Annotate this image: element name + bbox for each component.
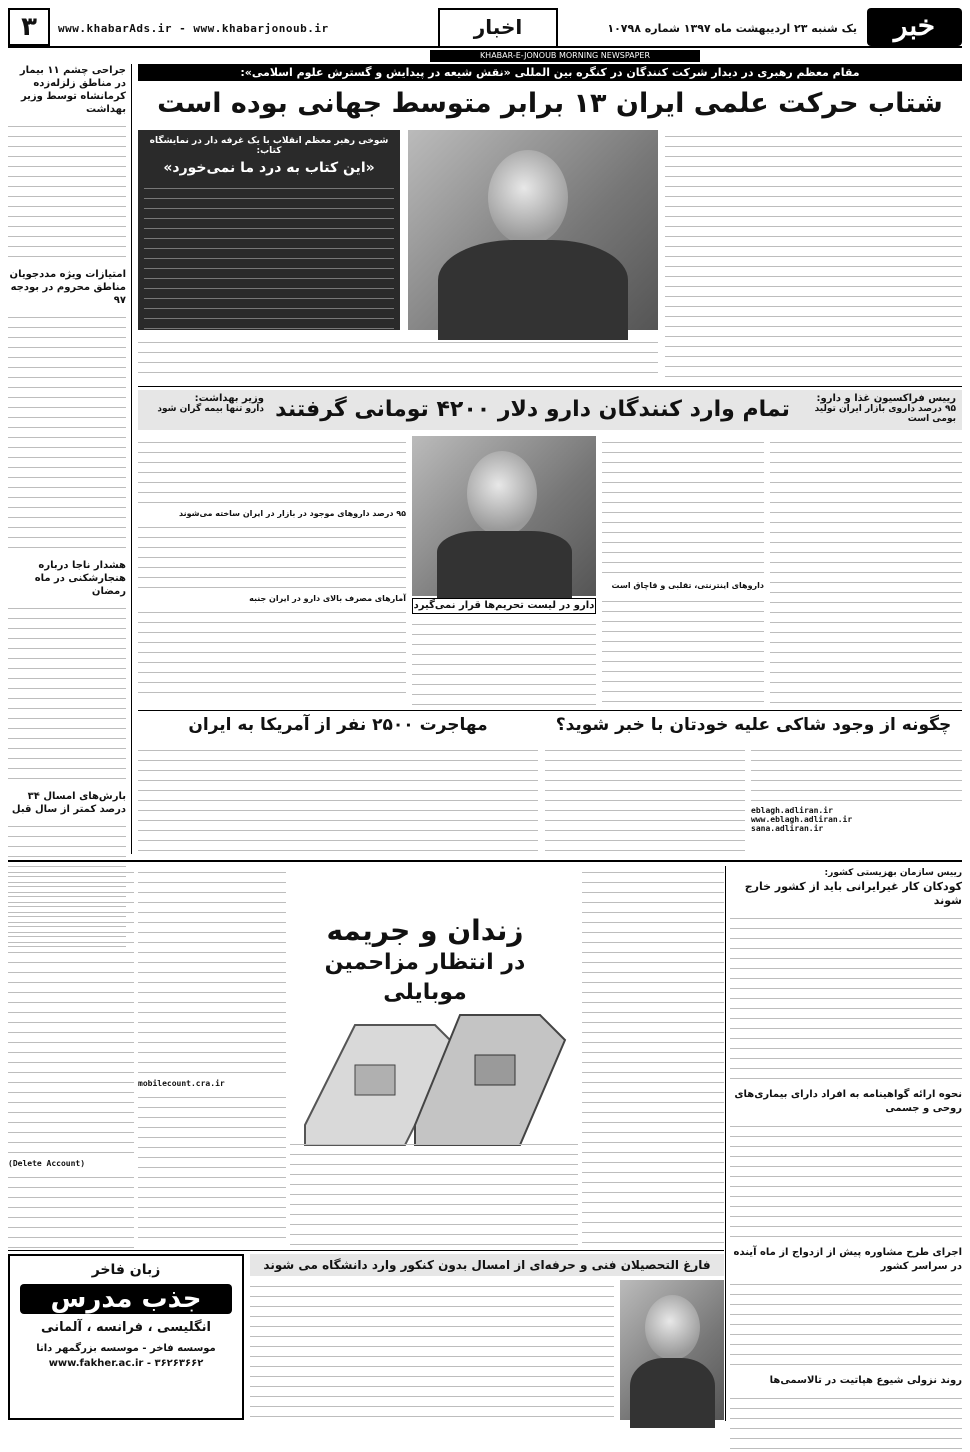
left-headline-2: امتیازات ویژه مددجویان مناطق محروم در بودجه ۹۷ (9, 269, 126, 306)
drugs-text-e (138, 606, 406, 696)
leader-face (488, 150, 568, 245)
mp-face (467, 451, 537, 536)
sim-body-left (138, 866, 286, 1246)
sim-text-c (138, 1091, 286, 1241)
complaints-links (751, 806, 962, 833)
drugs-body-mid (412, 618, 596, 706)
mp-caption: دارو در لیست تحریم‌ها قرار نمی‌گیرد (413, 600, 595, 611)
drugs-body-right-2 (602, 436, 764, 706)
complaints-body (545, 744, 962, 854)
leader-robe (438, 240, 628, 340)
drugs-kicker-sub: ۹۵ درصد داروی بازار ایران تولید بومی است (814, 404, 956, 424)
left-article-3-body (8, 602, 126, 782)
sim-cards-illustration (295, 985, 585, 1135)
health-headline-4: روند نزولی شیوع هپاتیت در تالاسمی‌ها (769, 1375, 962, 1386)
book-fair-sidebar (138, 130, 400, 330)
official-photo (620, 1280, 724, 1420)
ad-languages: انگلیسی ، فرانسه ، آلمانی (41, 1320, 211, 1335)
column-divider (725, 866, 726, 1421)
page-divider (8, 860, 962, 862)
drugs-text-c (138, 436, 406, 506)
konkur-body (250, 1280, 614, 1420)
row-divider (138, 710, 962, 711)
lead-kicker-wrap (138, 64, 962, 84)
sim-body-far-left (8, 866, 134, 1246)
left-headline-1: جراحی چشم ۱۱ بیمار در مناطق زلزله‌زده کرمانشاه توسط وزیر بهداشت (19, 65, 126, 115)
english-name: KHABAR-E-JONOUB MORNING NEWSPAPER (430, 50, 700, 62)
ad-top-line: زبان فاخر (91, 1262, 161, 1278)
konkur-headline-bar (250, 1254, 724, 1276)
logo-subtext: جنوب (941, 47, 958, 56)
complaints-text-b (751, 744, 962, 804)
drugs-headline: تمام وارد کنندگان دارو دلار ۴۲۰۰ تومانی گرفتند (275, 397, 790, 422)
sim-chip-1 (355, 1065, 395, 1095)
sidebar-body (144, 182, 394, 332)
drugs-subhead-2: ۹۵ درصد داروهای موجود در بازار در ایران ساخته می‌شوند (178, 509, 406, 518)
drugs-body-left (138, 436, 406, 706)
column-divider (131, 64, 132, 854)
lead-body-right (665, 130, 962, 380)
newspaper-logo (867, 8, 962, 56)
leader-photo (408, 130, 658, 330)
row-divider (138, 386, 962, 387)
ad-title-box (20, 1284, 232, 1314)
migration-headline-wrap (138, 714, 538, 742)
sim-text-a (582, 866, 724, 1246)
sidebar-quote: «این کتاب به درد ما نمی‌خورد» (163, 160, 375, 176)
health-kicker: رییس سازمان بهزیستی کشور: (824, 868, 962, 878)
mobilecount-link[interactable]: mobilecount.cra.ir (138, 1079, 225, 1088)
konkur-headline: فارغ التحصیلان فنی و حرفه‌ای از امسال بدون کنکور وارد دانشگاه می شوند (263, 1258, 711, 1272)
complaints-text-a (545, 744, 745, 854)
health-article-2-body (730, 1120, 962, 1240)
left-headline-3: هشدار ناجا درباره هنجارشکنی در ماه رمضان (34, 560, 126, 597)
health-headline-3: اجرای طرح مشاوره پیش از ازدواج از ماه آینده در سراسر کشور (733, 1247, 962, 1272)
minister-kicker: وزیر بهداشت: (194, 393, 264, 404)
lead-body-bottom (138, 336, 658, 380)
drugs-kicker: رییس فراکسیون غذا و دارو: (816, 393, 956, 404)
mp-caption-box (412, 598, 596, 614)
sim-headline-wrap (290, 914, 560, 1005)
lead-headline-wrap (138, 88, 962, 124)
left-headline-4: بارش‌های امسال ۳۴ درصد کمتر از سال قبل (11, 791, 126, 815)
drugs-headline-bar (138, 390, 962, 430)
issue-date: یک شنبه ۲۳ اردیبهشت ماه ۱۳۹۷ شماره ۱۰۷۹۸ (607, 22, 857, 35)
language-school-ad[interactable] (8, 1254, 244, 1420)
sim-text-b (138, 866, 286, 1076)
health-headline-2: نحوه ارائه گواهینامه به افراد دارای بیماری‌های روحی و جسمی (734, 1089, 962, 1114)
eblagh-link[interactable]: eblagh.adliran.ir (751, 806, 833, 815)
complaints-headline-wrap (545, 714, 962, 742)
mp-photo (412, 436, 596, 596)
drugs-kicker-box (806, 393, 956, 424)
lead-headline: شتاب حرکت علمی ایران ۱۳ برابر متوسط جهانی بوده است (157, 88, 943, 119)
sim-text-e (8, 1171, 134, 1251)
complaints-headline: چگونه از وجود شاکی علیه خودتان با خبر شوید؟ (555, 715, 952, 735)
sim-chip-2 (475, 1055, 515, 1085)
official-suit (630, 1358, 715, 1428)
sim-body-bottom (290, 1138, 578, 1246)
row-divider (8, 1250, 724, 1251)
health-article-4-body (730, 1392, 962, 1452)
eblagh-www-link[interactable]: www.eblagh.adliran.ir (751, 815, 853, 824)
health-column (730, 866, 962, 1421)
health-headline-1: کودکان کار غیرایرانی باید از کشور خارج شوند (744, 880, 962, 907)
logo-text: خبر (893, 9, 936, 42)
sim-body-right (582, 866, 724, 1246)
left-article-1-body (8, 120, 126, 260)
drugs-body-right-1 (770, 436, 962, 706)
drugs-text-a (602, 436, 764, 576)
delete-account-text: (Delete Account) (8, 1159, 86, 1168)
sim-text-d (8, 866, 134, 1156)
left-article-2-body (8, 311, 126, 551)
left-news-column (8, 64, 126, 854)
mp-suit (437, 531, 572, 601)
drugs-subhead-1: داروهای اینترنتی، تقلبی و قاچاق است (611, 581, 764, 590)
ad-title: جذب مدرس (50, 1284, 202, 1314)
migration-headline: مهاجرت ۲۵۰۰ نفر از آمریکا به ایران (188, 715, 488, 735)
site-urls[interactable]: www.khabarAds.ir - www.khabarjonoub.ir (58, 22, 329, 35)
ad-website[interactable]: www.fakher.ac.ir - ۳۶۲۶۳۶۶۲ (48, 1358, 204, 1369)
lead-kicker: مقام معظم رهبری در دیدار شرکت کنندگان در کنگره بین المللی «نقش شیعه در پیدایش و گسترش علوم اسلامی»: (138, 64, 962, 81)
migration-body (138, 744, 538, 854)
sidebar-kicker: شوخی رهبر معظم انقلاب با یک غرفه دار در نمایشگاه کتاب: (149, 136, 389, 156)
ad-institute: موسسه فاخر - موسسه بزرگمهر دانا (36, 1343, 216, 1354)
drugs-subhead-3: آمارهای مصرف بالای دارو در ایران جنبه (249, 594, 406, 603)
health-article-3-body (730, 1278, 962, 1368)
minister-sub: دارو تنها بیمه گران شود (157, 404, 264, 414)
drugs-text-d (138, 521, 406, 591)
sim-headline-1: زندان و جریمه (326, 914, 524, 947)
minister-kicker-box (144, 393, 264, 414)
sim-headline-2: در انتظار مزاحمین موبایلی (324, 950, 526, 1005)
official-face (645, 1295, 700, 1360)
section-title: اخبار (438, 8, 558, 46)
sana-link[interactable]: sana.adliran.ir (751, 824, 824, 833)
drugs-text-b (602, 595, 764, 705)
page-number: ۳ (8, 8, 50, 46)
health-article-1-body (730, 912, 962, 1082)
